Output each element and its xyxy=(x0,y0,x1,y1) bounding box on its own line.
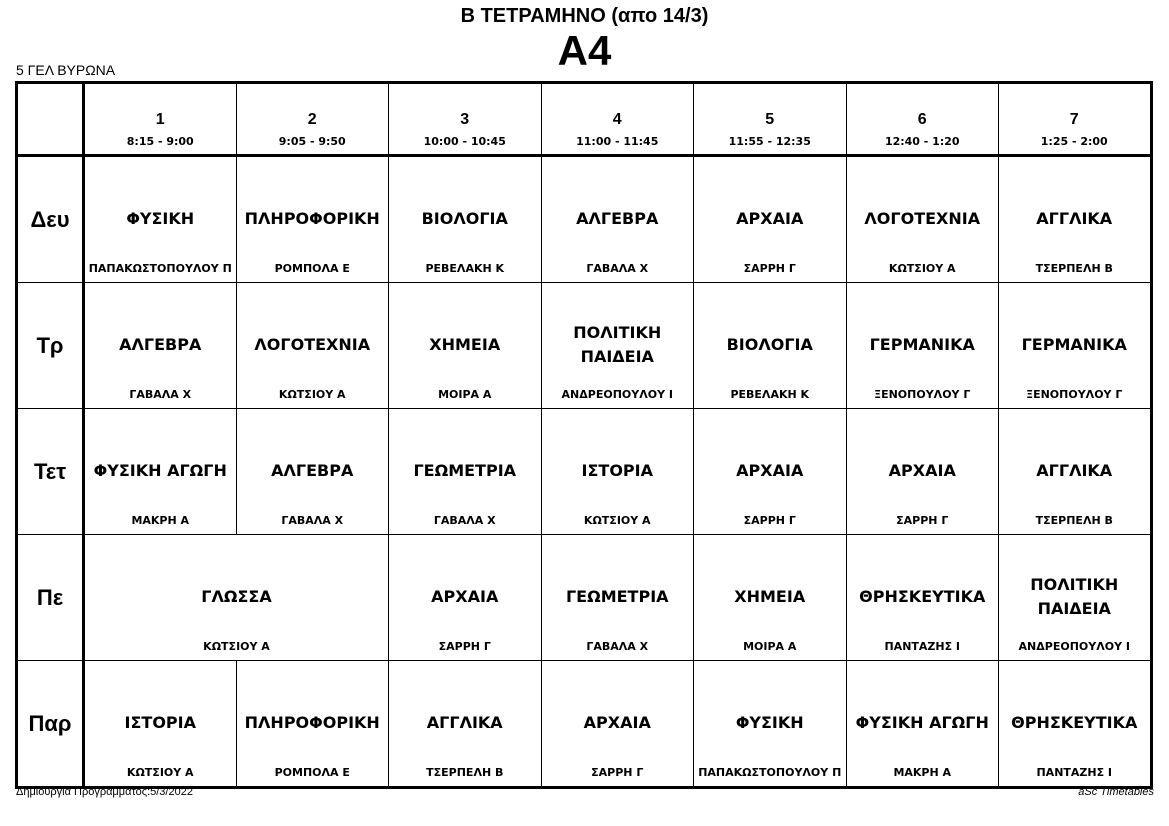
teacher-name: ΓΑΒΑΛΑ Χ xyxy=(281,514,344,527)
subject-name: ΦΥΣΙΚΗ xyxy=(735,713,804,732)
teacher-name: ΑΝΔΡΕΟΠΟΥΛΟΥ Ι xyxy=(1018,640,1130,653)
period-time: 1:25 - 2:00 xyxy=(1040,135,1108,148)
period-time: 11:00 - 11:45 xyxy=(576,135,659,148)
lesson-cell xyxy=(236,283,389,409)
teacher-name: ΠΑΠΑΚΩΣΤΟΠΟΥΛΟΥ Π xyxy=(698,766,842,779)
subject-name: ΠΛΗΡΟΦΟΡΙΚΗ xyxy=(244,713,380,732)
subject-name: ΑΡΧΑΙΑ xyxy=(736,209,804,228)
teacher-name: ΚΩΤΣΙΟΥ Α xyxy=(203,640,270,653)
subject-name: ΙΣΤΟΡΙΑ xyxy=(581,461,653,480)
teacher-name: ΡΟΜΠΟΛΑ Ε xyxy=(274,766,350,779)
subject-name: ΑΓΓΛΙΚΑ xyxy=(1036,461,1113,480)
period-number: 5 xyxy=(765,111,775,128)
lesson-cell xyxy=(389,661,542,788)
subject-name: ΘΡΗΣΚΕΥΤΙΚΑ xyxy=(1011,713,1138,732)
teacher-name: ΚΩΤΣΙΟΥ Α xyxy=(278,388,346,401)
creation-date: Δημιουργία Προγράμματος:5/3/2022 xyxy=(16,786,193,798)
lesson-cell xyxy=(694,535,847,661)
subject-name: ΠΛΗΡΟΦΟΡΙΚΗ xyxy=(244,209,380,228)
subject-name: ΠΟΛΙΤΙΚΗ ΠΑΙΔΕΙΑ xyxy=(1030,575,1119,618)
teacher-name: ΡΟΜΠΟΛΑ Ε xyxy=(274,262,350,275)
lesson-cell xyxy=(84,283,237,409)
teacher-name: ΣΑΡΡΗ Γ xyxy=(743,514,796,527)
lesson-cell xyxy=(84,156,237,283)
teacher-name: ΚΩΤΣΙΟΥ Α xyxy=(888,262,956,275)
teacher-name: ΡΕΒΕΛΑΚΗ Κ xyxy=(425,262,505,275)
lesson-cell xyxy=(999,156,1152,283)
lesson-cell xyxy=(999,661,1152,788)
day-label: Παρ xyxy=(17,661,84,788)
subject-name: ΑΡΧΑΙΑ xyxy=(431,587,499,606)
teacher-name: ΠΑΠΑΚΩΣΤΟΠΟΥΛΟΥ Π xyxy=(88,262,232,275)
subject-name: ΘΡΗΣΚΕΥΤΙΚΑ xyxy=(859,587,986,606)
teacher-name: ΜΟΙΡΑ Α xyxy=(438,388,492,401)
subject-name: ΒΙΟΛΟΓΙΑ xyxy=(726,335,813,354)
subject-name: ΒΙΟΛΟΓΙΑ xyxy=(421,209,508,228)
period-number: 1 xyxy=(155,111,165,128)
subject-name: ΙΣΤΟΡΙΑ xyxy=(124,713,196,732)
period-header xyxy=(236,83,389,156)
lesson-cell xyxy=(389,535,542,661)
period-header xyxy=(694,83,847,156)
subject-name: ΓΛΩΣΣΑ xyxy=(201,587,272,606)
corner-cell xyxy=(17,83,84,156)
teacher-name: ΓΑΒΑΛΑ Χ xyxy=(586,640,649,653)
lesson-cell xyxy=(236,661,389,788)
lesson-cell xyxy=(999,283,1152,409)
lesson-cell xyxy=(541,535,694,661)
subject-name: ΑΡΧΑΙΑ xyxy=(583,713,651,732)
lesson-cell xyxy=(846,283,999,409)
teacher-name: ΓΑΒΑΛΑ Χ xyxy=(433,514,496,527)
day-row xyxy=(17,156,1152,283)
period-number: 3 xyxy=(460,111,470,128)
lesson-cell xyxy=(694,283,847,409)
period-header xyxy=(846,83,999,156)
day-label: Πε xyxy=(17,535,84,661)
lesson-cell xyxy=(846,535,999,661)
teacher-name: ΠΑΝΤΑΖΗΣ Ι xyxy=(1036,766,1113,779)
subject-name: ΑΓΓΛΙΚΑ xyxy=(1036,209,1113,228)
subject-name: ΠΟΛΙΤΙΚΗ ΠΑΙΔΕΙΑ xyxy=(573,323,662,366)
period-time: 10:00 - 10:45 xyxy=(423,135,506,148)
period-time: 9:05 - 9:50 xyxy=(278,135,346,148)
day-label: Τρ xyxy=(17,283,84,409)
lesson-cell xyxy=(846,661,999,788)
lesson-cell xyxy=(389,156,542,283)
teacher-name: ΡΕΒΕΛΑΚΗ Κ xyxy=(730,388,810,401)
subject-name: ΑΡΧΑΙΑ xyxy=(736,461,804,480)
subject-name: ΛΟΓΟΤΕΧΝΙΑ xyxy=(864,209,981,228)
lesson-cell xyxy=(999,535,1152,661)
subject-name: ΧΗΜΕΙΑ xyxy=(734,587,806,606)
teacher-name: ΠΑΝΤΑΖΗΣ Ι xyxy=(884,640,961,653)
teacher-name: ΞΕΝΟΠΟΥΛΟΥ Γ xyxy=(1026,388,1123,401)
teacher-name: ΑΝΔΡΕΟΠΟΥΛΟΥ Ι xyxy=(561,388,673,401)
period-header xyxy=(389,83,542,156)
lesson-cell xyxy=(541,156,694,283)
period-time: 11:55 - 12:35 xyxy=(728,135,811,148)
subject-name: ΑΛΓΕΒΡΑ xyxy=(271,461,354,480)
teacher-name: ΤΣΕΡΠΕΛΗ Β xyxy=(1035,262,1113,275)
teacher-name: ΤΣΕΡΠΕΛΗ Β xyxy=(426,766,504,779)
subject-name: ΑΓΓΛΙΚΑ xyxy=(426,713,503,732)
term-subtitle: Β ΤΕΤΡΑΜΗΝΟ (απο 14/3) xyxy=(460,5,709,27)
period-number: 7 xyxy=(1069,111,1079,128)
class-title: Α4 xyxy=(557,27,612,74)
period-header xyxy=(84,83,237,156)
teacher-name: ΚΩΤΣΙΟΥ Α xyxy=(126,766,194,779)
teacher-name: ΣΑΡΡΗ Γ xyxy=(896,514,949,527)
period-header xyxy=(999,83,1152,156)
subject-name: ΧΗΜΕΙΑ xyxy=(429,335,501,354)
lesson-cell xyxy=(694,409,847,535)
subject-name: ΑΛΓΕΒΡΑ xyxy=(576,209,659,228)
period-header-row xyxy=(17,83,1152,156)
lesson-cell xyxy=(389,409,542,535)
teacher-name: ΓΑΒΑΛΑ Χ xyxy=(586,262,649,275)
subject-name: ΓΕΩΜΕΤΡΙΑ xyxy=(413,461,517,480)
lesson-cell xyxy=(84,409,237,535)
period-header xyxy=(541,83,694,156)
lesson-cell xyxy=(694,156,847,283)
teacher-name: ΚΩΤΣΙΟΥ Α xyxy=(583,514,651,527)
teacher-name: ΤΣΕΡΠΕΛΗ Β xyxy=(1035,514,1113,527)
lesson-cell-double xyxy=(84,535,389,661)
subject-name: ΓΕΡΜΑΝΙΚΑ xyxy=(869,335,975,354)
teacher-name: ΜΑΚΡΗ Α xyxy=(131,514,190,527)
software-credit: aSc Timetables xyxy=(1078,786,1154,798)
day-row xyxy=(17,283,1152,409)
day-label: Δευ xyxy=(17,156,84,283)
day-label: Τετ xyxy=(17,409,84,535)
lesson-cell xyxy=(846,156,999,283)
subject-name: ΓΕΡΜΑΝΙΚΑ xyxy=(1021,335,1127,354)
subject-name: ΦΥΣΙΚΗ ΑΓΩΓΗ xyxy=(855,713,989,732)
period-number: 2 xyxy=(307,111,317,128)
lesson-cell xyxy=(84,661,237,788)
lesson-cell xyxy=(541,409,694,535)
teacher-name: ΣΑΡΡΗ Γ xyxy=(438,640,491,653)
subject-name: ΑΛΓΕΒΡΑ xyxy=(119,335,202,354)
lesson-cell xyxy=(236,409,389,535)
teacher-name: ΜΑΚΡΗ Α xyxy=(893,766,952,779)
period-time: 12:40 - 1:20 xyxy=(884,135,960,148)
teacher-name: ΣΑΡΡΗ Γ xyxy=(743,262,796,275)
day-row xyxy=(17,661,1152,788)
school-name: 5 ΓΕΛ ΒΥΡΩΝΑ xyxy=(16,62,116,78)
subject-name: ΦΥΣΙΚΗ ΑΓΩΓΗ xyxy=(93,461,227,480)
subject-name: ΑΡΧΑΙΑ xyxy=(888,461,956,480)
teacher-name: ΓΑΒΑΛΑ Χ xyxy=(129,388,192,401)
day-row xyxy=(17,535,1152,661)
lesson-cell xyxy=(846,409,999,535)
teacher-name: ΜΟΙΡΑ Α xyxy=(743,640,797,653)
subject-name: ΦΥΣΙΚΗ xyxy=(126,209,195,228)
period-time: 8:15 - 9:00 xyxy=(126,135,194,148)
lesson-cell xyxy=(389,283,542,409)
subject-name: ΓΕΩΜΕΤΡΙΑ xyxy=(565,587,669,606)
timetable-grid xyxy=(15,81,1153,789)
lesson-cell xyxy=(541,283,694,409)
lesson-cell xyxy=(236,156,389,283)
lesson-cell xyxy=(694,661,847,788)
teacher-name: ΞΕΝΟΠΟΥΛΟΥ Γ xyxy=(874,388,971,401)
lesson-cell xyxy=(541,661,694,788)
period-number: 4 xyxy=(612,111,622,128)
period-number: 6 xyxy=(917,111,927,128)
day-row xyxy=(17,409,1152,535)
subject-name: ΛΟΓΟΤΕΧΝΙΑ xyxy=(254,335,371,354)
teacher-name: ΣΑΡΡΗ Γ xyxy=(591,766,644,779)
lesson-cell xyxy=(999,409,1152,535)
